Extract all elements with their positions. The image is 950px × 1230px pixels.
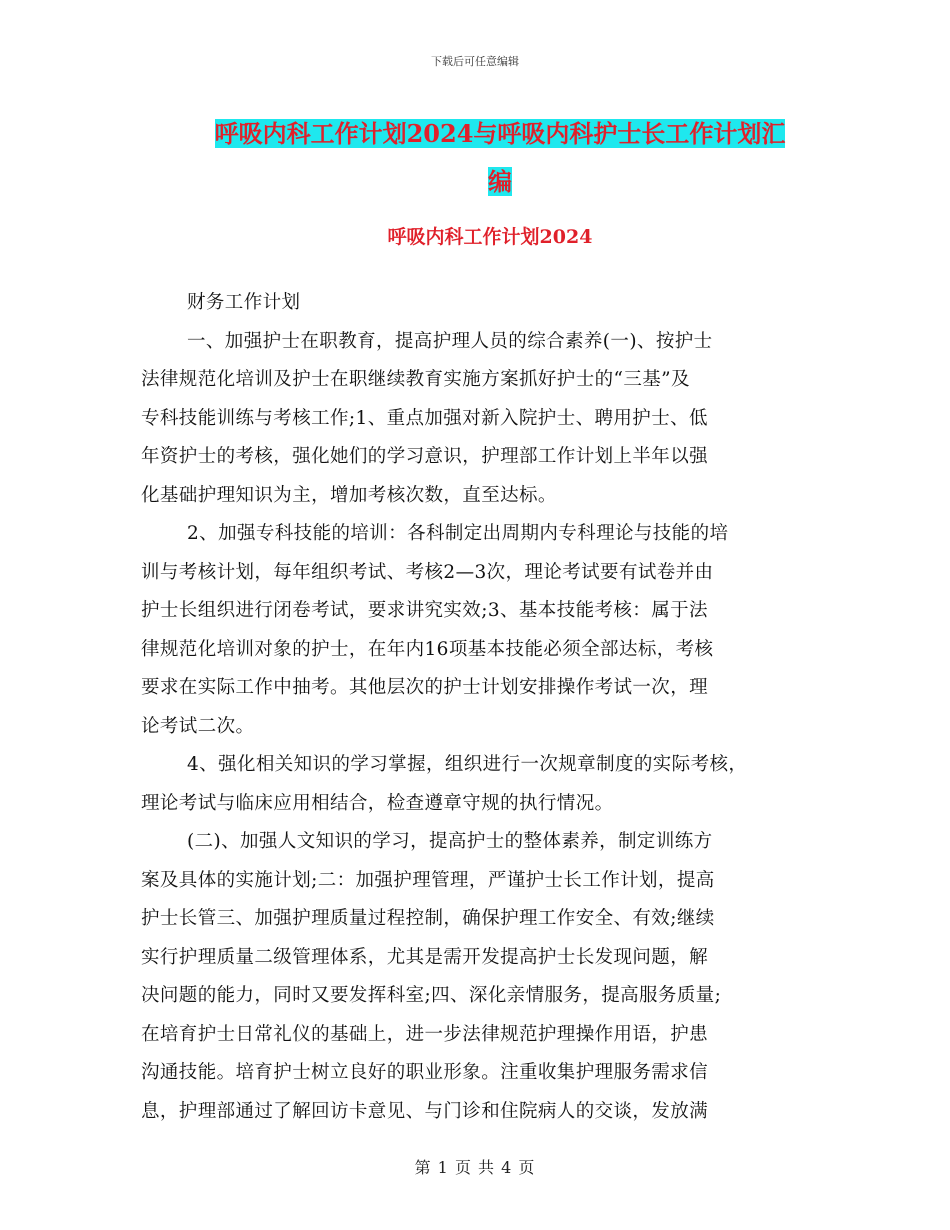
body-line: 年资护士的考核，强化她们的学习意识，护理部工作计划上半年以强 bbox=[141, 446, 709, 467]
page-footer: 第 1 页 共 4 页 bbox=[414, 1158, 536, 1177]
body-line: 要求在实际工作中抽考。其他层次的护士计划安排操作考试一次，理 bbox=[141, 677, 709, 698]
body-line: 案及具体的实施计划;二：加强护理管理，严谨护士长工作计划，提高 bbox=[141, 869, 715, 891]
body-line: 决问题的能力，同时又要发挥科室;四、深化亲情服务，提高服务质量; bbox=[141, 985, 722, 1006]
body-line: 专科技能训练与考核工作;1、重点加强对新入院护士、聘用护士、低 bbox=[141, 407, 708, 429]
body-line: 4、强化相关知识的学习掌握，组织进行一次规章制度的实际考核， bbox=[187, 754, 748, 775]
header-note: 下载后可任意编辑 bbox=[431, 55, 519, 68]
body-line: 息，护理部通过了解回访卡意见、与门诊和住院病人的交谈，发放满 bbox=[141, 1100, 709, 1122]
body-line: (二)、加强人文知识的学习，提高护士的整体素养，制定训练方 bbox=[187, 831, 713, 852]
body-line: 律规范化培训对象的护士，在年内16项基本技能必须全部达标，考核 bbox=[141, 638, 714, 660]
body-line: 在培育护士日常礼仪的基础上，进一步法律规范护理操作用语，护患 bbox=[141, 1023, 709, 1045]
body-line: 护士长管三、加强护理质量过程控制，确保护理工作安全、有效;继续 bbox=[141, 908, 715, 929]
body-line: 实行护理质量二级管理体系，尤其是需开发提高护士长发现问题，解 bbox=[141, 946, 709, 968]
document-title-line-1: 呼吸内科工作计划2024与呼吸内科护士长工作计划汇 bbox=[214, 119, 786, 148]
body-line: 一、加强护士在职教育，提高护理人员的综合素养(一)、按护士 bbox=[187, 330, 713, 352]
document-title bbox=[140, 110, 860, 206]
body-line: 沟通技能。培育护士树立良好的职业形象。注重收集护理服务需求信 bbox=[141, 1062, 709, 1083]
body-line: 法律规范化培训及护士在职继续教育实施方案抓好护士的“三基”及 bbox=[141, 369, 690, 390]
body-line: 护士长组织进行闭卷考试，要求讲究实效;3、基本技能考核：属于法 bbox=[141, 600, 708, 621]
body-line: 论考试二次。 bbox=[141, 715, 255, 737]
body-line: 理论考试与临床应用相结合，检查遵章守规的执行情况。 bbox=[141, 792, 614, 814]
body-line: 财务工作计划 bbox=[187, 292, 301, 313]
document-title-line-2: 编 bbox=[488, 167, 512, 196]
body-line: 训与考核计划，每年组织考试、考核2—3次，理论考试要有试卷并由 bbox=[141, 561, 714, 583]
body-text bbox=[141, 284, 831, 1131]
body-line: 化基础护理知识为主，增加考核次数，直至达标。 bbox=[141, 484, 557, 506]
section-title: 呼吸内科工作计划2024 bbox=[387, 226, 593, 248]
body-line: 2、加强专科技能的培训：各科制定出周期内专科理论与技能的培 bbox=[187, 523, 729, 544]
